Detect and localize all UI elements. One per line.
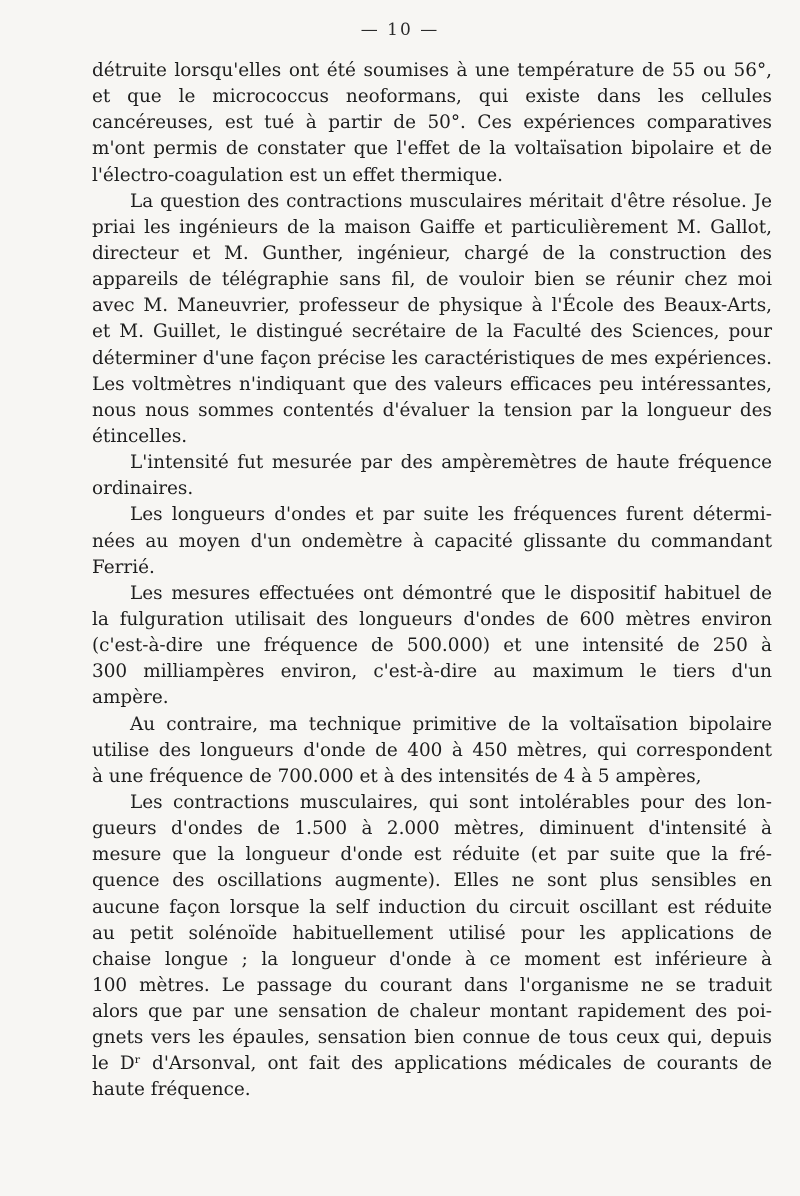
text-line: déterminer d'une façon précise les caractéristiques de mes expériences.	[92, 347, 772, 369]
text-line: directeur et M. Gunther, ingénieur, chargé de la construction des	[92, 242, 772, 264]
text-line: étincelles.	[92, 425, 188, 447]
text-line: et M. Guillet, le distingué secrétaire de la Faculté des Sciences, pour	[92, 321, 772, 343]
text-line: au petit solénoïde habituellement utilisé pour les applications de	[92, 922, 772, 944]
text-line: cancéreuses, est tué à partir de 50°. Ces expériences comparatives	[92, 112, 772, 134]
text-line: mesure que la longueur d'onde est réduite (et par suite que la fré-	[92, 844, 772, 866]
text-line: La question des contractions musculaires méritait d'être résolue. Je	[130, 190, 772, 212]
text-line: à une fréquence de 700.000 et à des intensités de 4 à 5 ampères,	[92, 765, 702, 787]
text-line: Les longueurs d'ondes et par suite les fréquences furent détermi-	[130, 504, 772, 526]
text-line: (c'est-à-dire une fréquence de 500.000) et une intensité de 250 à	[92, 635, 772, 657]
text-line: aucune façon lorsque la self induction du circuit oscillant est réduite	[92, 896, 772, 918]
text-line: L'intensité fut mesurée par des ampèremètres de haute fréquence	[130, 452, 772, 474]
text-line: le Dʳ d'Arsonval, ont fait des applications médicales de courants de	[92, 1053, 772, 1075]
text-line: 300 milliampères environ, c'est-à-dire au maximum le tiers d'un	[92, 661, 772, 683]
text-line: et que le micrococcus neoformans, qui existe dans les cellules	[92, 86, 772, 108]
text-line: détruite lorsqu'elles ont été soumises à une température de 55 ou 56°,	[92, 60, 772, 81]
text-line: 100 mètres. Le passage du courant dans l'organisme ne se traduit	[92, 974, 772, 996]
text-line: m'ont permis de constater que l'effet de la voltaïsation bipolaire et de	[92, 138, 772, 160]
text-line: la fulguration utilisait des longueurs d'ondes de 600 mètres environ	[92, 608, 772, 630]
text-line: appareils de télégraphie sans fil, de vouloir bien se réunir chez moi	[92, 269, 772, 291]
text-line: Ferrié.	[92, 556, 155, 578]
text-line: gnets vers les épaules, sensation bien connue de tous ceux qui, depuis	[92, 1027, 772, 1049]
text-line: avec M. Maneuvrier, professeur de physique à l'École des Beaux-Arts,	[92, 295, 772, 317]
text-line: ampère.	[92, 687, 169, 709]
page-number: — 10 —	[360, 20, 440, 40]
text-line: nées au moyen d'un ondemètre à capacité glissante du commandant	[92, 530, 772, 552]
text-line: chaise longue ; la longueur d'onde à ce moment est inférieure à	[92, 948, 772, 970]
text-line: Les voltmètres n'indiquant que des valeurs efficaces peu intéressantes,	[92, 373, 772, 395]
text-line: Au contraire, ma technique primitive de la voltaïsation bipolaire	[130, 713, 772, 735]
text-line: gueurs d'ondes de 1.500 à 2.000 mètres, diminuent d'intensité à	[92, 818, 772, 840]
text-line: Les contractions musculaires, qui sont intolérables pour des lon-	[130, 791, 772, 813]
text-line: haute fréquence.	[92, 1079, 251, 1101]
text-line: ordinaires.	[92, 478, 194, 500]
text-line: l'électro-coagulation est un effet thermique.	[92, 164, 503, 186]
body-text	[92, 58, 772, 1104]
text-line: nous nous sommes contentés d'évaluer la tension par la longueur des	[92, 399, 772, 421]
text-line: alors que par une sensation de chaleur montant rapidement des poi-	[92, 1001, 772, 1023]
text-line: utilise des longueurs d'onde de 400 à 450 mètres, qui correspondent	[92, 739, 772, 761]
text-line: priai les ingénieurs de la maison Gaiffe et particulièrement M. Gallot,	[92, 216, 772, 238]
text-line: Les mesures effectuées ont démontré que le dispositif habituel de	[130, 582, 772, 604]
text-line: quence des oscillations augmente). Elles ne sont plus sensibles en	[92, 870, 772, 892]
